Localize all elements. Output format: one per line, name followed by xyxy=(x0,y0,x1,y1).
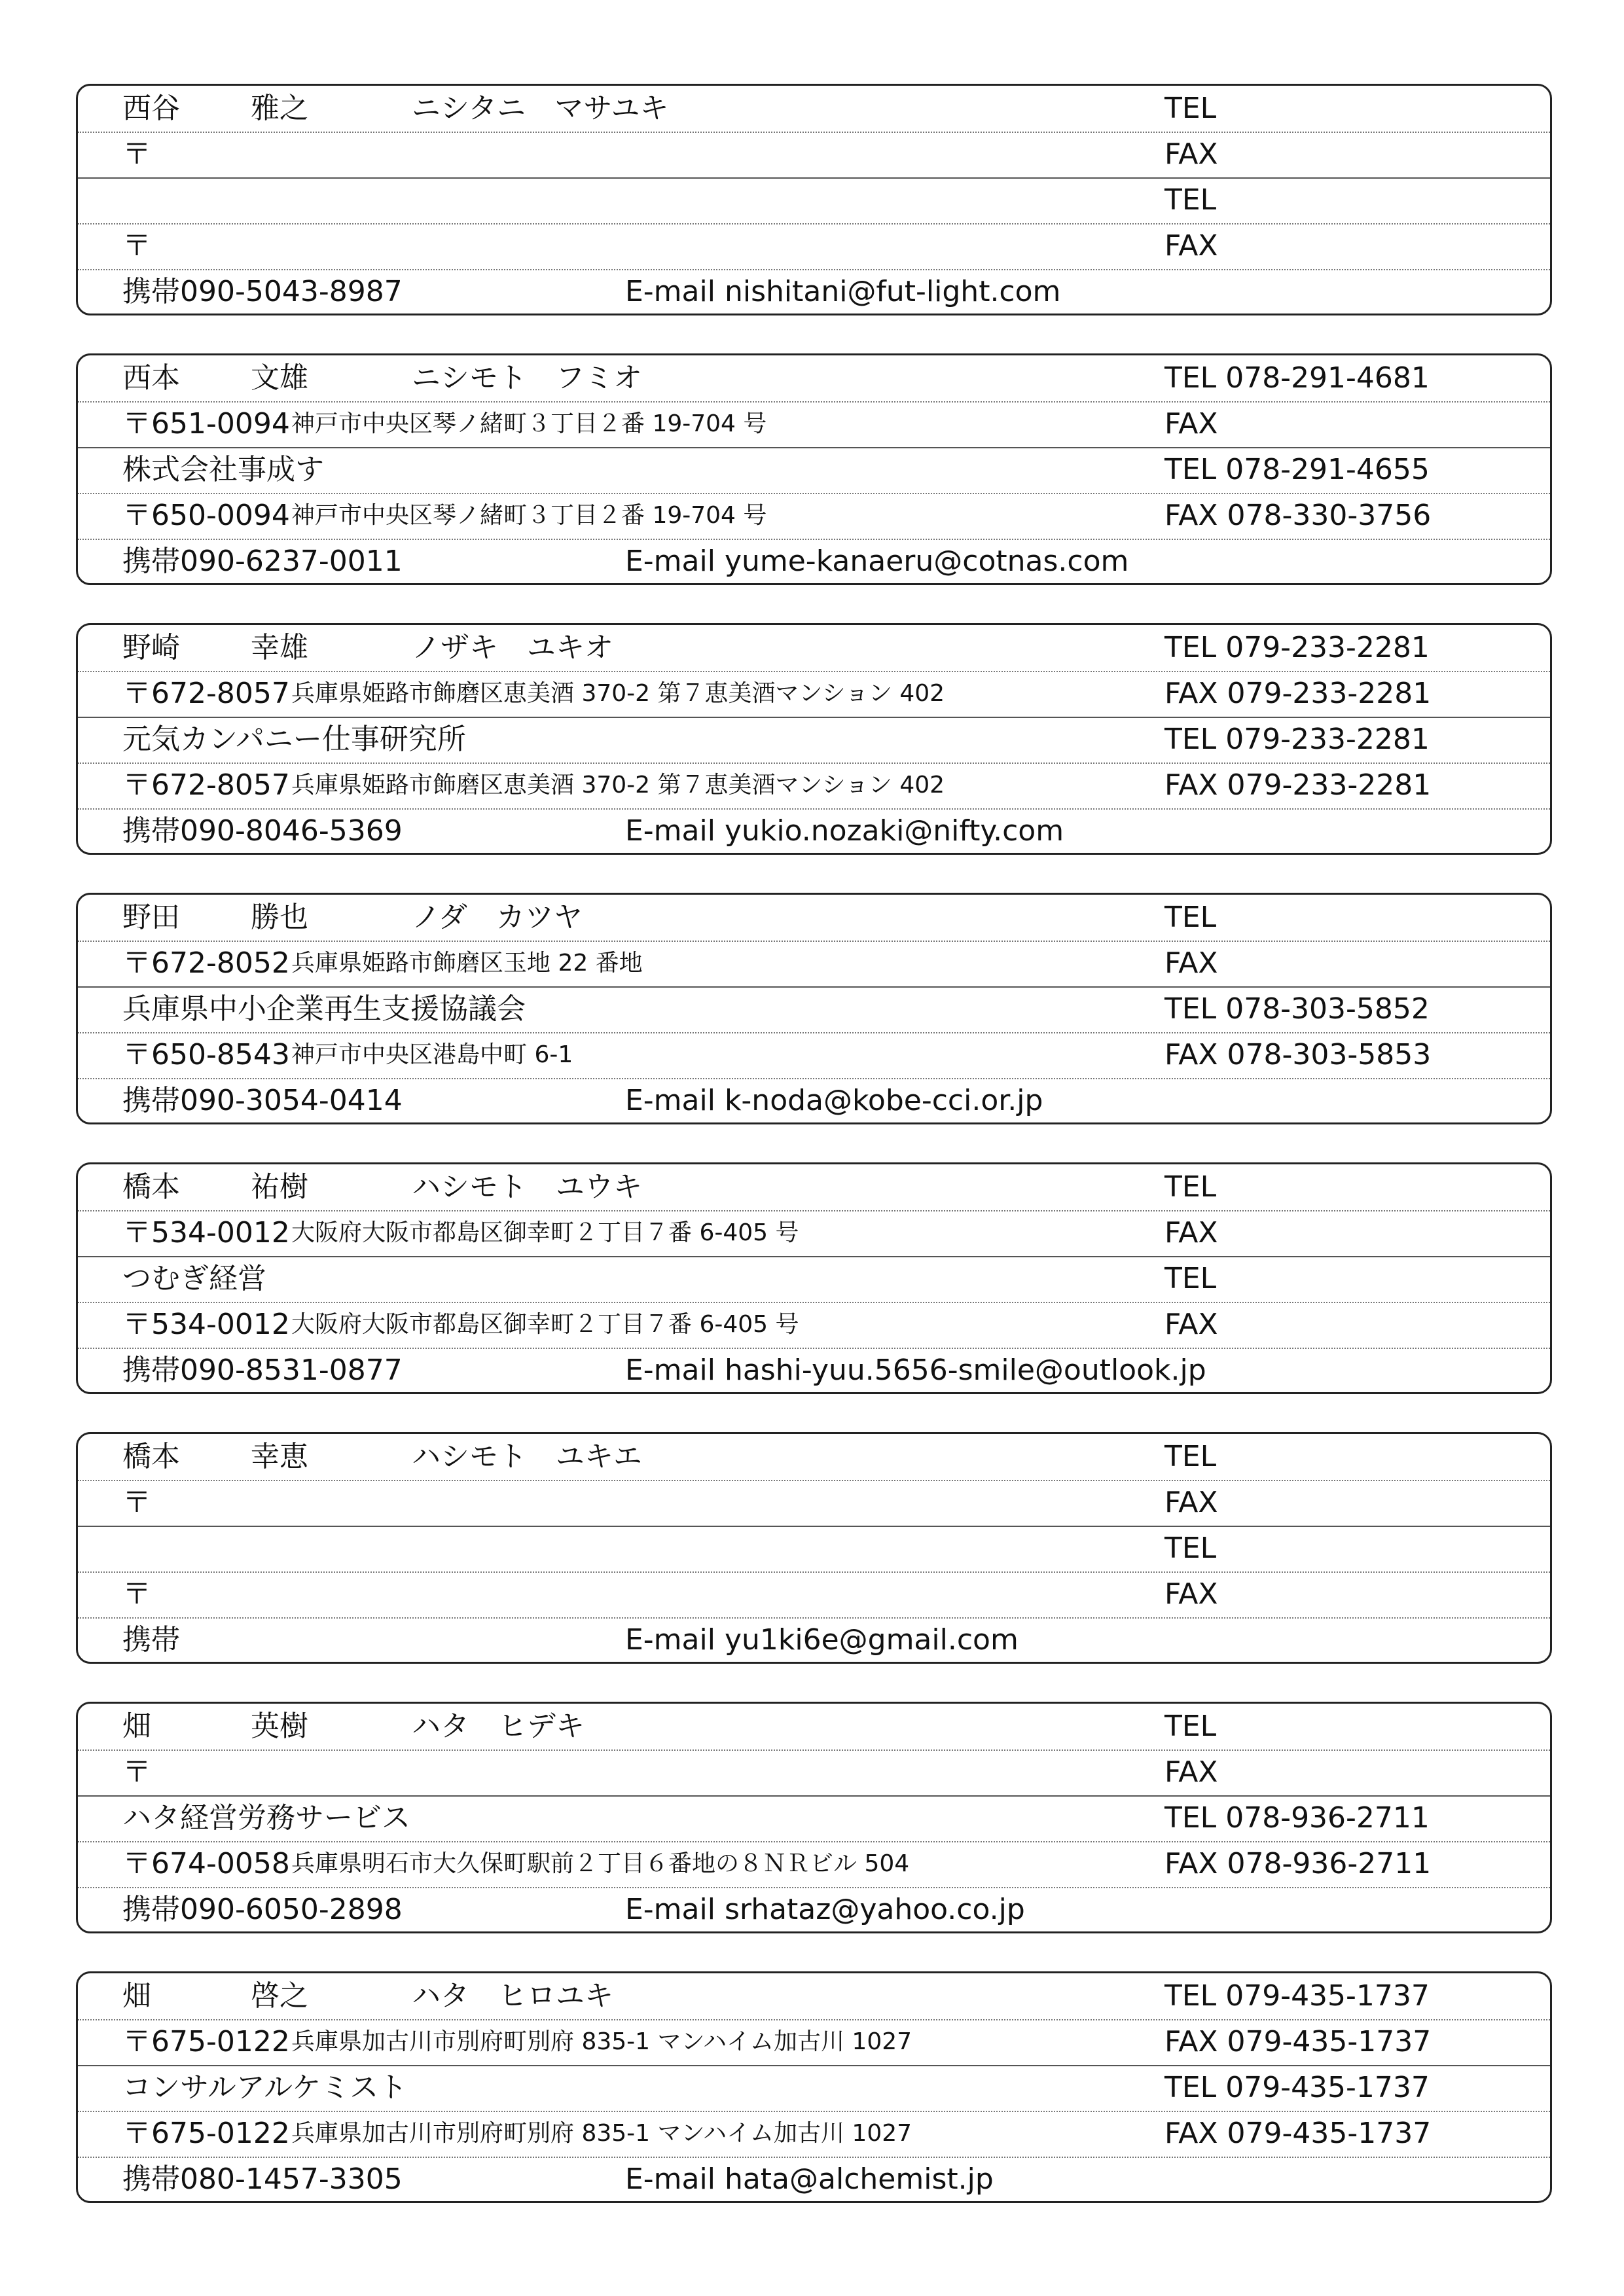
mobile-value: 090-8531-0877 xyxy=(180,1354,403,1387)
mobile xyxy=(122,539,403,584)
office-address: 神戸市中央区港島中町 6-1 xyxy=(291,1041,573,1068)
company-row xyxy=(78,2065,1550,2111)
mobile-label: 携帯 xyxy=(122,275,180,308)
office-postal xyxy=(122,2111,290,2157)
home-postal xyxy=(122,1749,151,1795)
email-value[interactable]: k-noda@kobe-cci.or.jp xyxy=(724,1084,1043,1117)
name-row xyxy=(78,1704,1550,1749)
office-fax-value: 078-936-2711 xyxy=(1227,1847,1432,1880)
family-name: 西谷 xyxy=(122,92,180,125)
tel-label: TEL xyxy=(1164,1262,1217,1295)
office-tel xyxy=(1164,986,1430,1032)
contact-row xyxy=(78,539,1550,583)
office-fax-value: 078-330-3756 xyxy=(1227,499,1432,532)
tel-label: TEL xyxy=(1164,1170,1217,1204)
tel-label: TEL xyxy=(1164,1979,1217,2013)
office-address-row xyxy=(78,762,1550,808)
postal-mark: 〒 xyxy=(122,407,151,440)
email xyxy=(625,1078,1043,1124)
email-value[interactable]: nishitani@fut-light.com xyxy=(724,275,1061,308)
fax-label: FAX xyxy=(1164,1216,1218,1249)
name-row xyxy=(78,1973,1550,2019)
mobile xyxy=(122,2157,403,2202)
office-address: 大阪府大阪市都島区御幸町２丁目７番 6-405 号 xyxy=(291,1311,799,1338)
mobile-value: 090-6237-0011 xyxy=(180,545,403,578)
mobile xyxy=(122,1617,180,1663)
company-name: 株式会社事成す xyxy=(122,453,324,486)
name-row xyxy=(78,86,1550,132)
home-tel-value: 078-291-4681 xyxy=(1225,361,1430,395)
given-name: 幸雄 xyxy=(251,631,308,664)
fax-label: FAX xyxy=(1164,1308,1218,1341)
office-postal xyxy=(122,223,151,269)
postal-mark: 〒 xyxy=(122,1038,151,1071)
email-value[interactable]: hata@alchemist.jp xyxy=(724,2162,994,2196)
office-address-row xyxy=(78,1302,1550,1348)
home-postal xyxy=(122,132,151,177)
office-tel-value: 078-936-2711 xyxy=(1225,1801,1430,1835)
home-tel-value: 079-233-2281 xyxy=(1225,631,1430,664)
office-fax-value: 079-435-1737 xyxy=(1227,2117,1432,2150)
email-label: E-mail xyxy=(625,1893,715,1926)
mobile-label: 携帯 xyxy=(122,1893,180,1926)
company-row xyxy=(78,177,1550,223)
mobile-label: 携帯 xyxy=(122,814,180,848)
office-fax xyxy=(1164,1571,1218,1617)
mobile-label: 携帯 xyxy=(122,1623,180,1657)
office-postal-value: 534-0012 xyxy=(151,1308,290,1341)
postal-mark: 〒 xyxy=(122,768,151,802)
company-name: 兵庫県中小企業再生支援協議会 xyxy=(122,992,526,1026)
contact-card xyxy=(76,893,1552,1124)
email-label: E-mail xyxy=(625,814,715,848)
office-postal xyxy=(122,1302,290,1348)
given-name: 幸恵 xyxy=(251,1440,308,1473)
tel-label: TEL xyxy=(1164,1801,1217,1835)
given-name: 祐樹 xyxy=(251,1170,308,1204)
email-label: E-mail xyxy=(625,1354,715,1387)
mobile xyxy=(122,1887,403,1933)
company-row xyxy=(78,1526,1550,1571)
office-postal-value: 650-0094 xyxy=(151,499,290,532)
email xyxy=(625,539,1128,584)
email-label: E-mail xyxy=(625,545,715,578)
home-address-row xyxy=(78,132,1550,177)
company-row xyxy=(78,986,1550,1032)
given-name: 文雄 xyxy=(251,361,308,395)
office-tel xyxy=(1164,717,1430,762)
tel-label: TEL xyxy=(1164,453,1217,486)
fax-label: FAX xyxy=(1164,1577,1218,1611)
email xyxy=(625,269,1060,315)
contact-row xyxy=(78,808,1550,853)
name-row xyxy=(78,355,1550,401)
home-fax xyxy=(1164,132,1218,177)
name-row xyxy=(78,625,1550,671)
home-postal-value: 534-0012 xyxy=(151,1216,290,1249)
home-postal xyxy=(122,671,290,717)
home-tel xyxy=(1164,1164,1216,1210)
given-name: 啓之 xyxy=(251,1979,308,2013)
office-address: 兵庫県姫路市飾磨区恵美酒 370-2 第７恵美酒マンション 402 xyxy=(291,772,945,798)
home-fax xyxy=(1164,1749,1218,1795)
office-tel xyxy=(1164,1526,1216,1571)
email-value[interactable]: srhataz@yahoo.co.jp xyxy=(724,1893,1025,1926)
office-tel xyxy=(1164,447,1430,493)
mobile-label: 携帯 xyxy=(122,545,180,578)
home-tel xyxy=(1164,625,1430,671)
fax-label: FAX xyxy=(1164,1847,1218,1880)
family-name: 畑 xyxy=(122,1710,151,1743)
company-row xyxy=(78,1256,1550,1302)
company-name: ハタ経営労務サービス xyxy=(122,1801,410,1835)
postal-mark: 〒 xyxy=(122,946,151,980)
name-kana: ハシモト ユウキ xyxy=(412,1170,642,1204)
postal-mark: 〒 xyxy=(122,1577,151,1611)
email-value[interactable]: yu1ki6e@gmail.com xyxy=(724,1623,1019,1657)
postal-mark: 〒 xyxy=(122,137,151,171)
home-address: 兵庫県姫路市飾磨区恵美酒 370-2 第７恵美酒マンション 402 xyxy=(291,680,945,707)
name-kana: ノザキ ユキオ xyxy=(412,631,613,664)
fax-label: FAX xyxy=(1164,1755,1218,1789)
email xyxy=(625,2157,994,2202)
home-address: 兵庫県姫路市飾磨区玉地 22 番地 xyxy=(291,950,643,977)
mobile xyxy=(122,1348,403,1393)
office-fax xyxy=(1164,1032,1431,1078)
office-fax xyxy=(1164,1841,1431,1887)
home-tel xyxy=(1164,1704,1216,1749)
home-fax xyxy=(1164,671,1431,717)
email xyxy=(625,1617,1019,1663)
home-address: 神戸市中央区琴ノ緒町３丁目２番 19-704 号 xyxy=(291,410,767,437)
tel-label: TEL xyxy=(1164,901,1217,934)
office-address-row xyxy=(78,1032,1550,1078)
given-name: 雅之 xyxy=(251,92,308,125)
home-address: 兵庫県加古川市別府町別府 835-1 マンハイム加古川 1027 xyxy=(291,2028,912,2055)
home-tel xyxy=(1164,355,1430,401)
office-postal-value: 672-8057 xyxy=(151,768,290,802)
office-postal-value: 650-8543 xyxy=(151,1038,290,1071)
office-tel-value: 078-291-4655 xyxy=(1225,453,1430,486)
name-row xyxy=(78,1434,1550,1480)
contact-card xyxy=(76,353,1552,585)
family-name: 畑 xyxy=(122,1979,151,2013)
contact-card xyxy=(76,1702,1552,1933)
office-fax xyxy=(1164,762,1431,808)
office-postal-value: 674-0058 xyxy=(151,1847,290,1880)
home-tel xyxy=(1164,1973,1430,2019)
fax-label: FAX xyxy=(1164,1486,1218,1519)
postal-mark: 〒 xyxy=(122,499,151,532)
postal-mark: 〒 xyxy=(122,2025,151,2058)
office-address: 兵庫県明石市大久保町駅前２丁目６番地の８ＮＲビル 504 xyxy=(291,1850,910,1877)
postal-mark: 〒 xyxy=(122,1486,151,1519)
office-postal xyxy=(122,1841,290,1887)
home-postal-value: 675-0122 xyxy=(151,2025,290,2058)
postal-mark: 〒 xyxy=(122,2117,151,2150)
office-address-row xyxy=(78,1571,1550,1617)
fax-label: FAX xyxy=(1164,946,1218,980)
email-label: E-mail xyxy=(625,275,715,308)
tel-label: TEL xyxy=(1164,183,1217,217)
home-address-row xyxy=(78,1210,1550,1256)
name-kana: ニシモト フミオ xyxy=(412,361,642,395)
email xyxy=(625,1887,1025,1933)
tel-label: TEL xyxy=(1164,631,1217,664)
office-address: 兵庫県加古川市別府町別府 835-1 マンハイム加古川 1027 xyxy=(291,2120,912,2147)
home-postal xyxy=(122,401,290,447)
office-fax xyxy=(1164,223,1218,269)
fax-label: FAX xyxy=(1164,2117,1218,2150)
office-fax xyxy=(1164,1302,1218,1348)
fax-label: FAX xyxy=(1164,407,1218,440)
mobile-value: 090-8046-5369 xyxy=(180,814,403,848)
company-row xyxy=(78,717,1550,762)
home-address-row xyxy=(78,1480,1550,1526)
given-name: 英樹 xyxy=(251,1710,308,1743)
email xyxy=(625,808,1064,854)
office-fax xyxy=(1164,493,1431,539)
office-address: 神戸市中央区琴ノ緒町３丁目２番 19-704 号 xyxy=(291,502,767,529)
name-kana: ハタ ヒデキ xyxy=(412,1710,585,1743)
email-label: E-mail xyxy=(625,1623,715,1657)
home-postal xyxy=(122,941,290,986)
home-tel xyxy=(1164,86,1216,132)
contact-row xyxy=(78,2157,1550,2201)
email-value[interactable]: yume-kanaeru@cotnas.com xyxy=(724,545,1129,578)
contact-row xyxy=(78,269,1550,314)
office-postal xyxy=(122,493,290,539)
contact-row xyxy=(78,1078,1550,1122)
postal-mark: 〒 xyxy=(122,229,151,262)
home-address-row xyxy=(78,671,1550,717)
office-tel xyxy=(1164,1795,1430,1841)
home-address: 大阪府大阪市都島区御幸町２丁目７番 6-405 号 xyxy=(291,1219,799,1246)
email-value[interactable]: hashi-yuu.5656-smile@outlook.jp xyxy=(724,1354,1206,1387)
fax-label: FAX xyxy=(1164,768,1218,802)
home-fax xyxy=(1164,941,1218,986)
company-name: つむぎ経営 xyxy=(122,1262,266,1295)
home-fax xyxy=(1164,401,1218,447)
contact-card xyxy=(76,623,1552,855)
office-address-row xyxy=(78,223,1550,269)
home-postal-value: 672-8057 xyxy=(151,677,290,710)
company-row xyxy=(78,1795,1550,1841)
company-name: 元気カンパニー仕事研究所 xyxy=(122,723,466,756)
home-postal xyxy=(122,2019,290,2065)
home-postal xyxy=(122,1480,151,1526)
home-fax xyxy=(1164,1210,1218,1256)
mobile xyxy=(122,808,403,854)
office-postal xyxy=(122,1571,151,1617)
postal-mark: 〒 xyxy=(122,1755,151,1789)
postal-mark: 〒 xyxy=(122,1308,151,1341)
name-kana: ノダ カツヤ xyxy=(412,901,583,934)
office-tel-value: 079-435-1737 xyxy=(1225,2071,1430,2104)
mobile xyxy=(122,269,403,315)
postal-mark: 〒 xyxy=(122,1216,151,1249)
home-address-row xyxy=(78,941,1550,986)
given-name: 勝也 xyxy=(251,901,308,934)
home-tel xyxy=(1164,1434,1216,1480)
fax-label: FAX xyxy=(1164,2025,1218,2058)
home-address-row xyxy=(78,401,1550,447)
office-tel xyxy=(1164,2065,1430,2111)
home-postal-value: 651-0094 xyxy=(151,407,290,440)
fax-label: FAX xyxy=(1164,137,1218,171)
office-tel xyxy=(1164,177,1216,223)
contact-card xyxy=(76,84,1552,315)
office-postal-value: 675-0122 xyxy=(151,2117,290,2150)
home-address-row xyxy=(78,2019,1550,2065)
office-postal xyxy=(122,762,290,808)
office-fax-value: 078-303-5853 xyxy=(1227,1038,1432,1071)
name-kana: ニシタニ マサユキ xyxy=(412,92,669,125)
contact-card xyxy=(76,1432,1552,1664)
contact-card xyxy=(76,1162,1552,1394)
home-fax-value: 079-435-1737 xyxy=(1227,2025,1432,2058)
tel-label: TEL xyxy=(1164,723,1217,756)
name-row xyxy=(78,895,1550,941)
family-name: 橋本 xyxy=(122,1170,180,1204)
office-address-row xyxy=(78,1841,1550,1887)
postal-mark: 〒 xyxy=(122,677,151,710)
home-fax xyxy=(1164,2019,1431,2065)
contact-row xyxy=(78,1348,1550,1392)
tel-label: TEL xyxy=(1164,1710,1217,1743)
tel-label: TEL xyxy=(1164,992,1217,1026)
mobile xyxy=(122,1078,403,1124)
name-row xyxy=(78,1164,1550,1210)
fax-label: FAX xyxy=(1164,229,1218,262)
mobile-value: 090-5043-8987 xyxy=(180,275,403,308)
mobile-value: 090-3054-0414 xyxy=(180,1084,403,1117)
family-name: 西本 xyxy=(122,361,180,395)
email-label: E-mail xyxy=(625,2162,715,2196)
fax-label: FAX xyxy=(1164,499,1218,532)
mobile-value: 080-1457-3305 xyxy=(180,2162,403,2196)
contact-row xyxy=(78,1887,1550,1931)
fax-label: FAX xyxy=(1164,1038,1218,1071)
contact-row xyxy=(78,1617,1550,1662)
name-kana: ハタ ヒロユキ xyxy=(412,1979,613,2013)
home-tel xyxy=(1164,895,1216,941)
family-name: 野崎 xyxy=(122,631,180,664)
office-tel-value: 079-233-2281 xyxy=(1225,723,1430,756)
home-postal xyxy=(122,1210,290,1256)
company-name: コンサルアルケミスト xyxy=(122,2071,408,2104)
office-tel xyxy=(1164,1256,1216,1302)
tel-label: TEL xyxy=(1164,1532,1217,1565)
mobile-label: 携帯 xyxy=(122,2162,180,2196)
company-row xyxy=(78,447,1550,493)
home-fax xyxy=(1164,1480,1218,1526)
mobile-value: 090-6050-2898 xyxy=(180,1893,403,1926)
tel-label: TEL xyxy=(1164,92,1217,125)
contact-card xyxy=(76,1971,1552,2203)
home-postal-value: 672-8052 xyxy=(151,946,290,980)
email xyxy=(625,1348,1206,1393)
office-address-row xyxy=(78,493,1550,539)
office-fax xyxy=(1164,2111,1431,2157)
home-address-row xyxy=(78,1749,1550,1795)
mobile-label: 携帯 xyxy=(122,1084,180,1117)
email-label: E-mail xyxy=(625,1084,715,1117)
tel-label: TEL xyxy=(1164,1440,1217,1473)
office-address-row xyxy=(78,2111,1550,2157)
tel-label: TEL xyxy=(1164,361,1217,395)
tel-label: TEL xyxy=(1164,2071,1217,2104)
family-name: 橋本 xyxy=(122,1440,180,1473)
family-name: 野田 xyxy=(122,901,180,934)
office-fax-value: 079-233-2281 xyxy=(1227,768,1432,802)
name-kana: ハシモト ユキエ xyxy=(412,1440,642,1473)
office-postal xyxy=(122,1032,290,1078)
postal-mark: 〒 xyxy=(122,1847,151,1880)
mobile-label: 携帯 xyxy=(122,1354,180,1387)
email-value[interactable]: yukio.nozaki@nifty.com xyxy=(724,814,1064,848)
fax-label: FAX xyxy=(1164,677,1218,710)
home-fax-value: 079-233-2281 xyxy=(1227,677,1432,710)
office-tel-value: 078-303-5852 xyxy=(1225,992,1430,1026)
home-tel-value: 079-435-1737 xyxy=(1225,1979,1430,2013)
